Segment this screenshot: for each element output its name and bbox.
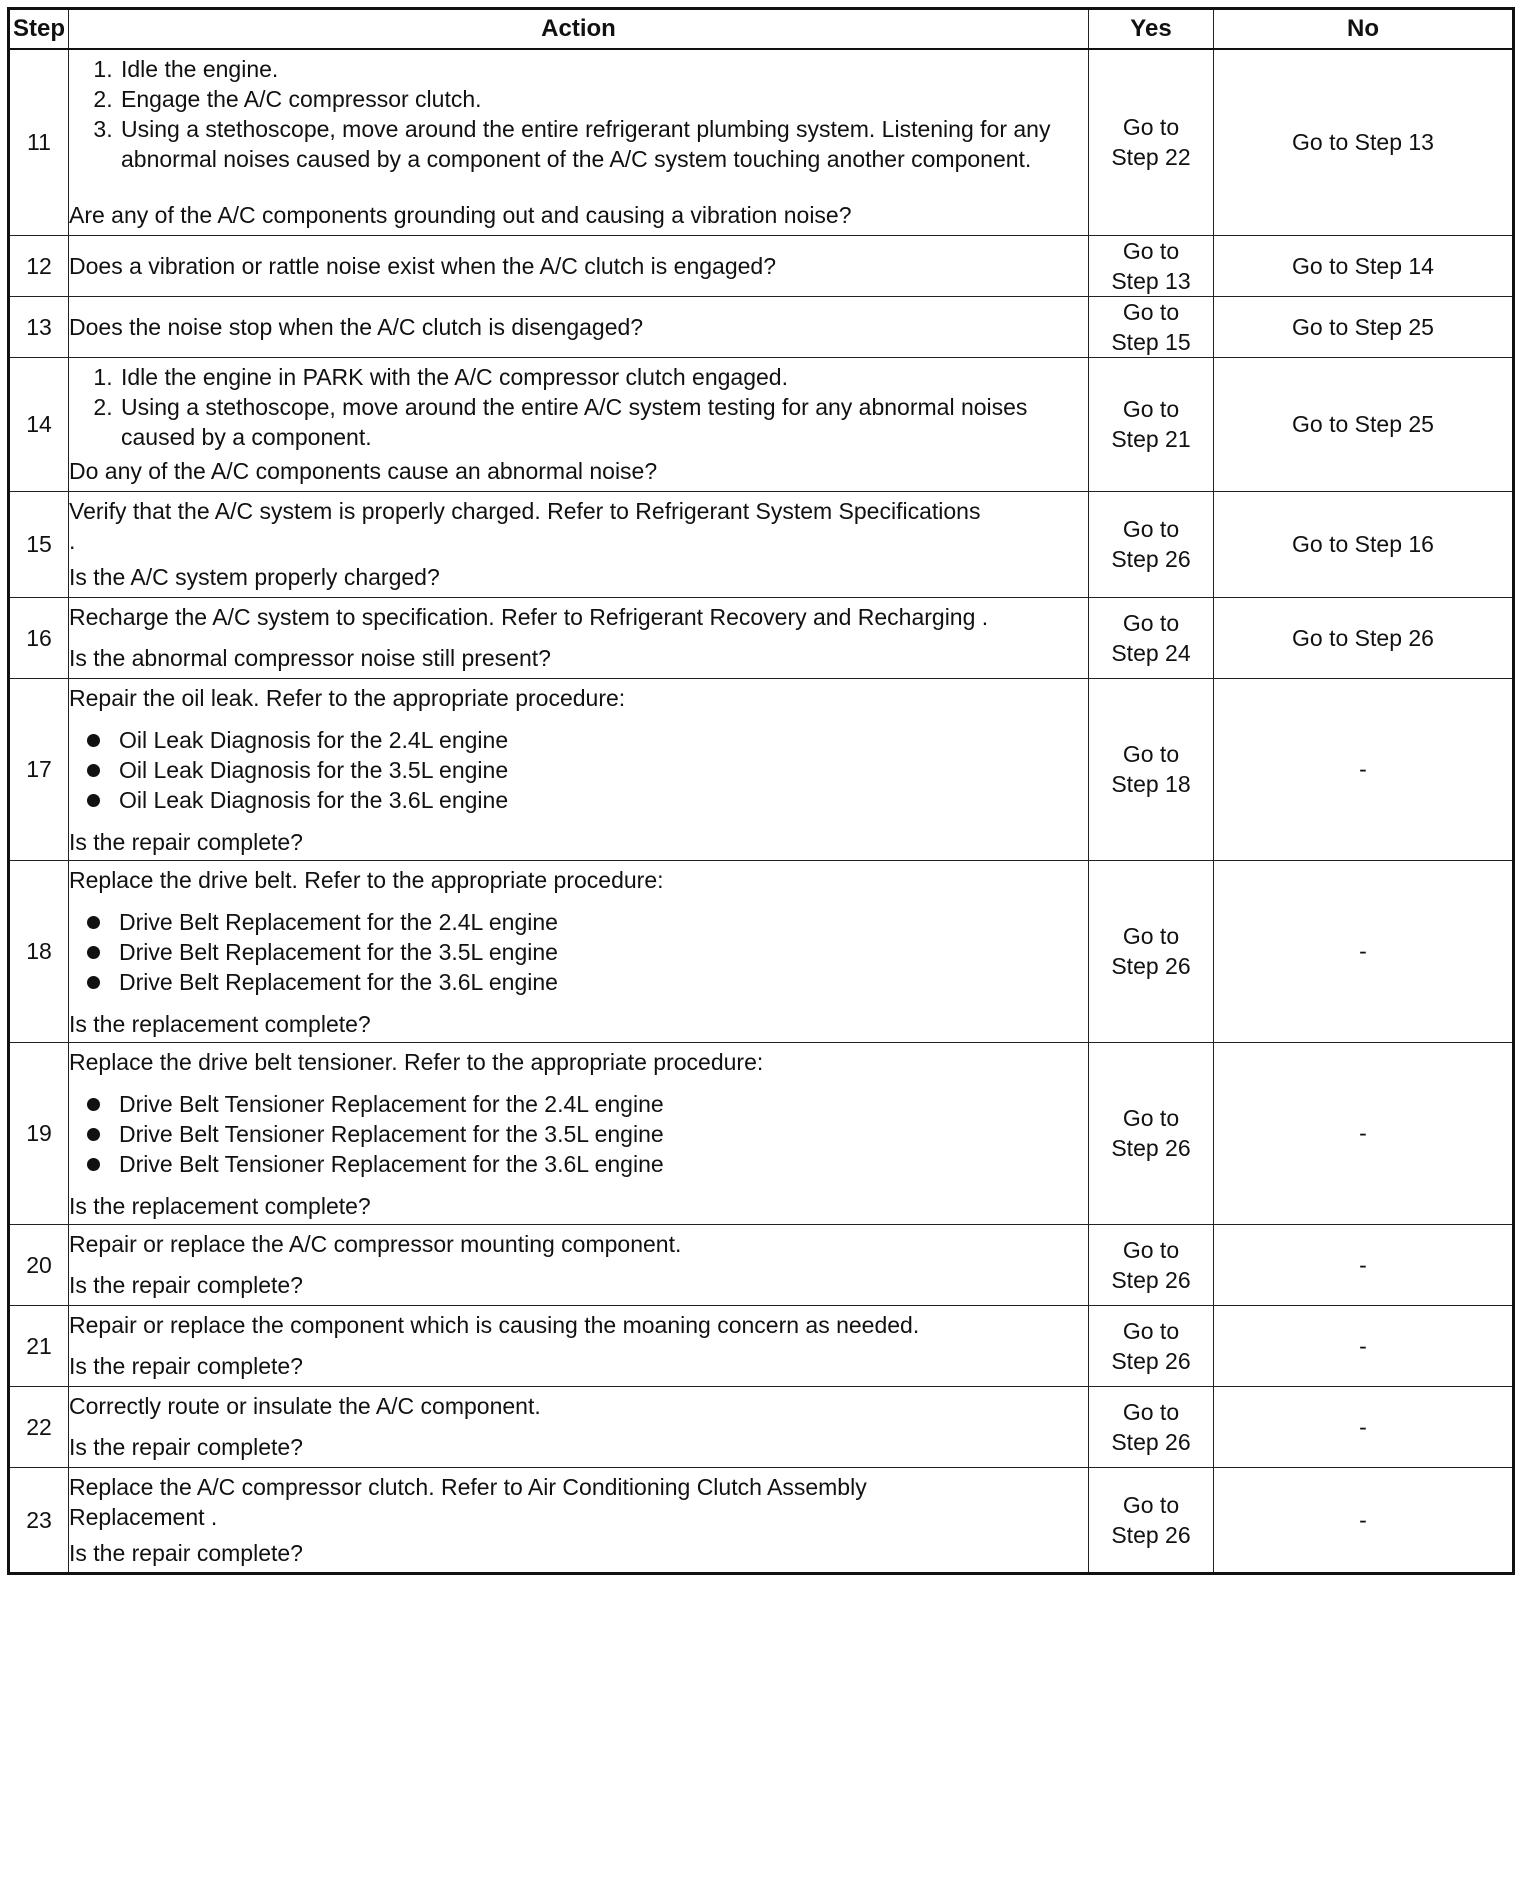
action-cell [69, 1467, 1089, 1573]
yes-line-1: Go to [1122, 923, 1180, 949]
action-question: Is the repair complete? [69, 1539, 303, 1566]
action-intro-cont: . [69, 528, 76, 554]
list-item [69, 785, 1088, 815]
action-intro: Repair or replace the component which is causing the moaning concern as needed. [69, 1312, 920, 1338]
list-item: 3. Using a stethoscope, move around the entire refrigerant plumbing system. Listening for any abnormal noises caused by a component of the A/C system touching another component. [119, 114, 1088, 174]
bullet-text: Drive Belt Tensioner Replacement for the 2.4L engine [119, 1091, 664, 1117]
action-question: Is the repair complete? [69, 1434, 303, 1460]
yes-line-2: Step 26 [1111, 953, 1191, 979]
yes-cell [1089, 1042, 1214, 1224]
action-cell [69, 1042, 1089, 1224]
table-row [9, 235, 1514, 296]
yes-line-2: Step 24 [1111, 639, 1191, 666]
table-row [9, 1386, 1514, 1467]
diagnostic-table [7, 7, 1515, 1575]
step-number: 22 [9, 1386, 69, 1467]
bullet-text: Drive Belt Replacement for the 3.6L engine [119, 969, 558, 995]
table-row [9, 1467, 1514, 1573]
list-item: 2. Engage the A/C compressor clutch. [119, 84, 1088, 114]
action-question: Is the replacement complete? [69, 1193, 371, 1219]
no-cell: Go to Step 25 [1214, 296, 1514, 357]
action-question: Does the noise stop when the A/C clutch is disengaged? [69, 313, 644, 340]
bullet-icon [87, 976, 100, 989]
action-cell [69, 678, 1089, 860]
action-question: Is the repair complete? [69, 1272, 303, 1298]
action-intro: Replace the A/C compressor clutch. Refer to Air Conditioning Clutch Assembly [69, 1473, 867, 1500]
yes-line-1: Go to [1122, 1491, 1180, 1518]
table-row [9, 49, 1514, 235]
yes-cell [1089, 678, 1214, 860]
bullet-text: Drive Belt Tensioner Replacement for the 3.6L engine [119, 1151, 664, 1177]
yes-line-1: Go to [1122, 237, 1180, 264]
no-cell: - [1214, 678, 1514, 860]
step-number: 20 [9, 1224, 69, 1305]
no-cell: Go to Step 14 [1214, 235, 1514, 296]
header-action: Action [69, 9, 1089, 50]
bullet-icon [87, 794, 100, 807]
bullet-text: Oil Leak Diagnosis for the 2.4L engine [119, 727, 509, 753]
step-number: 16 [9, 597, 69, 678]
table-row [9, 1305, 1514, 1386]
action-intro: Verify that the A/C system is properly charged. Refer to Refrigerant System Specifications [69, 498, 981, 524]
action-cell [69, 860, 1089, 1042]
step-number: 19 [9, 1042, 69, 1224]
list-item [69, 1119, 1088, 1149]
bullet-icon [87, 916, 100, 929]
yes-line-2: Step 22 [1111, 144, 1191, 171]
action-cell [69, 296, 1089, 357]
no-cell: Go to Step 16 [1214, 491, 1514, 597]
no-cell: Go to Step 13 [1214, 49, 1514, 235]
yes-line-2: Step 26 [1111, 1521, 1191, 1548]
list-item [69, 725, 1088, 755]
yes-line-1: Go to [1122, 1236, 1180, 1263]
no-cell: Go to Step 26 [1214, 597, 1514, 678]
action-cell [69, 491, 1089, 597]
yes-cell [1089, 1467, 1214, 1573]
numbered-steps [69, 54, 1088, 174]
action-question: Is the A/C system properly charged? [69, 564, 440, 590]
header-no: No [1214, 9, 1514, 50]
yes-line-2: Step 13 [1111, 267, 1191, 294]
header-yes: Yes [1089, 9, 1214, 50]
action-question: Is the repair complete? [69, 1353, 303, 1379]
bullet-list [69, 725, 1088, 815]
no-cell: Go to Step 25 [1214, 357, 1514, 491]
action-question: Is the abnormal compressor noise still present? [69, 645, 551, 671]
table-row [9, 1224, 1514, 1305]
yes-line-1: Go to [1122, 1317, 1180, 1344]
list-item [69, 1089, 1088, 1119]
step-number: 23 [9, 1467, 69, 1573]
action-intro: Repair the oil leak. Refer to the appropriate procedure: [69, 685, 626, 711]
table-row [9, 597, 1514, 678]
list-item: 2. Using a stethoscope, move around the entire A/C system testing for any abnormal noises caused by a component. [119, 392, 1088, 452]
list-item [69, 937, 1088, 967]
bullet-icon [87, 1128, 100, 1141]
yes-line-2: Step 18 [1111, 771, 1191, 797]
bullet-icon [87, 764, 100, 777]
no-cell: - [1214, 1386, 1514, 1467]
action-cell [69, 1386, 1089, 1467]
step-number: 17 [9, 678, 69, 860]
yes-line-1: Go to [1122, 516, 1180, 542]
yes-cell [1089, 296, 1214, 357]
list-item [69, 1149, 1088, 1179]
yes-line-1: Go to [1122, 396, 1180, 422]
diagnostic-table-page [7, 7, 1512, 1883]
action-cell [69, 597, 1089, 678]
bullet-list [69, 1089, 1088, 1179]
action-intro: Replace the drive belt tensioner. Refer to the appropriate procedure: [69, 1049, 764, 1075]
yes-line-1: Go to [1122, 1398, 1180, 1425]
action-intro: Repair or replace the A/C compressor mounting component. [69, 1231, 682, 1257]
step-number: 13 [9, 296, 69, 357]
action-cell [69, 1305, 1089, 1386]
action-cell [69, 49, 1089, 235]
action-intro-cont: Replacement . [69, 1503, 218, 1530]
list-item [69, 967, 1088, 997]
yes-cell [1089, 49, 1214, 235]
yes-line-2: Step 26 [1111, 1135, 1191, 1161]
action-cell [69, 235, 1089, 296]
no-cell: - [1214, 1042, 1514, 1224]
action-cell [69, 1224, 1089, 1305]
step-number: 21 [9, 1305, 69, 1386]
yes-line-2: Step 26 [1111, 1266, 1191, 1293]
action-question: Is the repair complete? [69, 829, 303, 855]
action-question: Is the replacement complete? [69, 1011, 371, 1037]
yes-line-2: Step 26 [1111, 546, 1191, 572]
yes-line-1: Go to [1122, 1105, 1180, 1131]
list-item: 1. Idle the engine in PARK with the A/C compressor clutch engaged. [119, 362, 1088, 392]
step-number: 18 [9, 860, 69, 1042]
yes-line-2: Step 26 [1111, 1428, 1191, 1455]
table-row [9, 860, 1514, 1042]
yes-cell [1089, 357, 1214, 491]
no-cell: - [1214, 1467, 1514, 1573]
numbered-steps [69, 362, 1088, 452]
yes-line-1: Go to [1122, 609, 1180, 636]
bullet-text: Oil Leak Diagnosis for the 3.5L engine [119, 757, 509, 783]
yes-line-1: Go to [1122, 298, 1180, 325]
bullet-icon [87, 734, 100, 747]
bullet-text: Drive Belt Replacement for the 2.4L engine [119, 909, 558, 935]
table-row [9, 296, 1514, 357]
bullet-list [69, 907, 1088, 997]
step-number: 11 [9, 49, 69, 235]
table-row [9, 491, 1514, 597]
no-cell: - [1214, 1305, 1514, 1386]
list-item [69, 907, 1088, 937]
action-intro: Replace the drive belt. Refer to the appropriate procedure: [69, 867, 664, 893]
yes-cell [1089, 1224, 1214, 1305]
action-question: Does a vibration or rattle noise exist when the A/C clutch is engaged? [69, 252, 777, 279]
bullet-icon [87, 946, 100, 959]
yes-cell [1089, 1386, 1214, 1467]
step-number: 12 [9, 235, 69, 296]
yes-line-2: Step 21 [1111, 426, 1191, 452]
yes-line-2: Step 26 [1111, 1347, 1191, 1374]
no-cell: - [1214, 860, 1514, 1042]
yes-line-1: Go to [1122, 114, 1180, 141]
yes-line-1: Go to [1122, 741, 1180, 767]
yes-cell [1089, 860, 1214, 1042]
action-intro: Correctly route or insulate the A/C component. [69, 1393, 541, 1419]
action-question: Are any of the A/C components grounding out and causing a vibration noise? [69, 202, 852, 229]
list-item [69, 755, 1088, 785]
action-intro: Recharge the A/C system to specification. Refer to Refrigerant Recovery and Recharging . [69, 604, 989, 630]
action-question: Do any of the A/C components cause an abnormal noise? [69, 458, 658, 484]
bullet-icon [87, 1158, 100, 1171]
step-number: 15 [9, 491, 69, 597]
yes-cell [1089, 597, 1214, 678]
table-row [9, 357, 1514, 491]
bullet-text: Oil Leak Diagnosis for the 3.6L engine [119, 787, 509, 813]
yes-cell [1089, 491, 1214, 597]
bullet-text: Drive Belt Tensioner Replacement for the 3.5L engine [119, 1121, 664, 1147]
yes-cell [1089, 235, 1214, 296]
no-cell: - [1214, 1224, 1514, 1305]
yes-line-2: Step 15 [1111, 328, 1191, 355]
list-item: 1. Idle the engine. [119, 54, 1088, 84]
yes-cell [1089, 1305, 1214, 1386]
bullet-text: Drive Belt Replacement for the 3.5L engine [119, 939, 558, 965]
header-step: Step [9, 9, 69, 50]
table-header-row [9, 9, 1514, 50]
table-row [9, 1042, 1514, 1224]
action-cell [69, 357, 1089, 491]
table-row [9, 678, 1514, 860]
step-number: 14 [9, 357, 69, 491]
bullet-icon [87, 1098, 100, 1111]
